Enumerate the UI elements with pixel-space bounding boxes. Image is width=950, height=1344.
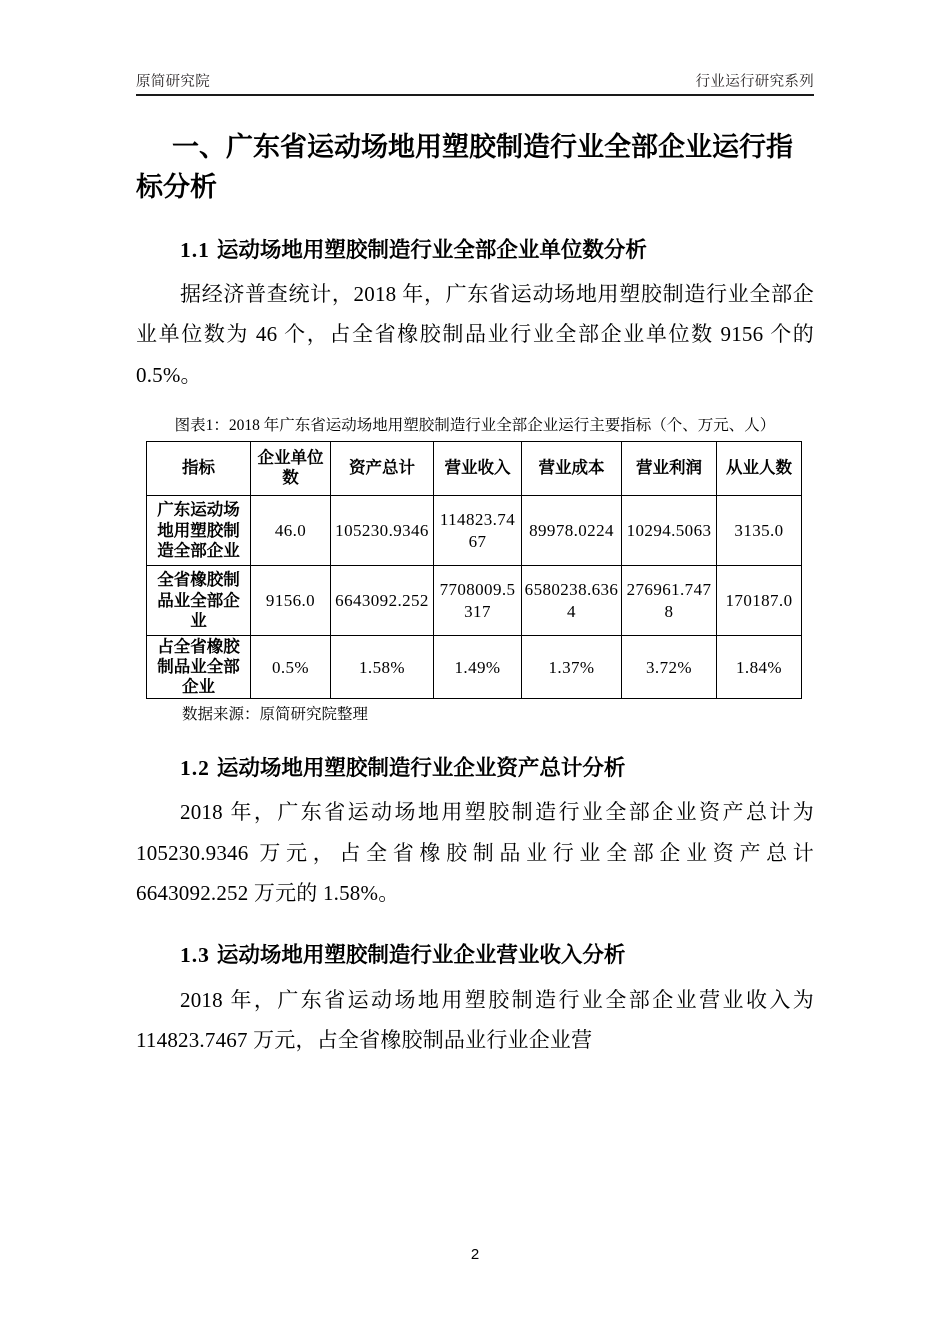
indicator-table [146,441,802,699]
section-heading-1-3 [136,939,814,971]
indicator-table-container [146,441,814,699]
table-row-label-0: 广东运动场地用塑胶制造全部企业 [147,496,251,566]
table-col-header-1: 企业单位数 [251,442,331,496]
table-row [147,566,802,636]
table-col-header-2: 资产总计 [331,442,434,496]
section-number-1-1: 1.1 [180,237,210,262]
table-cell-1-2: 7708009.5317 [434,566,522,636]
table-cell-1-0: 9156.0 [251,566,331,636]
table-row-label-1: 全省橡胶制品业全部企业 [147,566,251,636]
table-col-header-0: 指标 [147,442,251,496]
running-header [136,62,814,96]
table-cell-0-0: 46.0 [251,496,331,566]
table-col-header-5: 营业利润 [622,442,717,496]
table-cell-2-5: 1.84% [717,636,802,699]
table-row [147,496,802,566]
table-cell-2-4: 3.72% [622,636,717,699]
section-paragraph-1-3: 2018 年，广东省运动场地用塑胶制造行业全部企业营业收入为 114823.7467 万元，占全省橡胶制品业行业企业营 [136,987,814,1052]
table-cell-1-4: 276961.7478 [622,566,717,636]
section-paragraph-1-2: 2018 年，广东省运动场地用塑胶制造行业全部企业资产总计为 105230.9346 万元，占全省橡胶制品业行业全部企业资产总计 6643092.252 万元的 1.58%。 [136,800,814,906]
header-right-label: 行业运行研究系列 [695,74,814,91]
table-col-header-6: 从业人数 [717,442,802,496]
section-number-1-3: 1.3 [180,943,210,968]
table-cell-1-5: 170187.0 [717,566,802,636]
table-cell-0-5: 3135.0 [717,496,802,566]
table-cell-2-0: 0.5% [251,636,331,699]
table-cell-2-3: 1.37% [522,636,622,699]
table-cell-0-4: 10294.5063 [622,496,717,566]
section-heading-text-1-1: 运动场地用塑胶制造行业全部企业单位数分析 [216,237,647,262]
section-heading-1-1 [136,234,814,266]
table-source-note: 数据来源：原简研究院整理 [182,706,369,724]
table-cell-0-3: 89978.0224 [522,496,622,566]
table-col-header-3: 营业收入 [434,442,522,496]
figure-caption: 图表1：2018 年广东省运动场地用塑胶制造行业全部企业运行主要指标（个、万元、人） [174,417,776,435]
table-cell-2-2: 1.49% [434,636,522,699]
header-left-label: 原简研究院 [136,74,210,91]
table-cell-0-1: 105230.9346 [331,496,434,566]
table-header-row [147,442,802,496]
page-title: 一、广东省运动场地用塑胶制造行业全部企业运行指标分析 [136,132,793,202]
table-cell-1-3: 6580238.6364 [522,566,622,636]
table-cell-1-1: 6643092.252 [331,566,434,636]
table-body [147,496,802,699]
page-number: 2 [470,1246,480,1263]
table-row [147,636,802,699]
section-heading-text-1-2: 运动场地用塑胶制造行业企业资产总计分析 [216,756,626,781]
table-cell-2-1: 1.58% [331,636,434,699]
section-heading-text-1-3: 运动场地用塑胶制造行业企业营业收入分析 [216,943,626,968]
section-paragraph-1-1: 据经济普查统计，2018 年，广东省运动场地用塑胶制造行业全部企业单位数为 46 个，占全省橡胶制品业行业全部企业单位数 9156 个的 0.5%。 [136,282,814,387]
table-cell-0-2: 114823.7467 [434,496,522,566]
section-heading-1-2 [136,752,814,784]
table-col-header-4: 营业成本 [522,442,622,496]
section-number-1-2: 1.2 [180,756,210,781]
table-row-label-2: 占全省橡胶制品业全部企业 [147,636,251,699]
table-header [147,442,802,496]
document-content [136,128,814,1060]
